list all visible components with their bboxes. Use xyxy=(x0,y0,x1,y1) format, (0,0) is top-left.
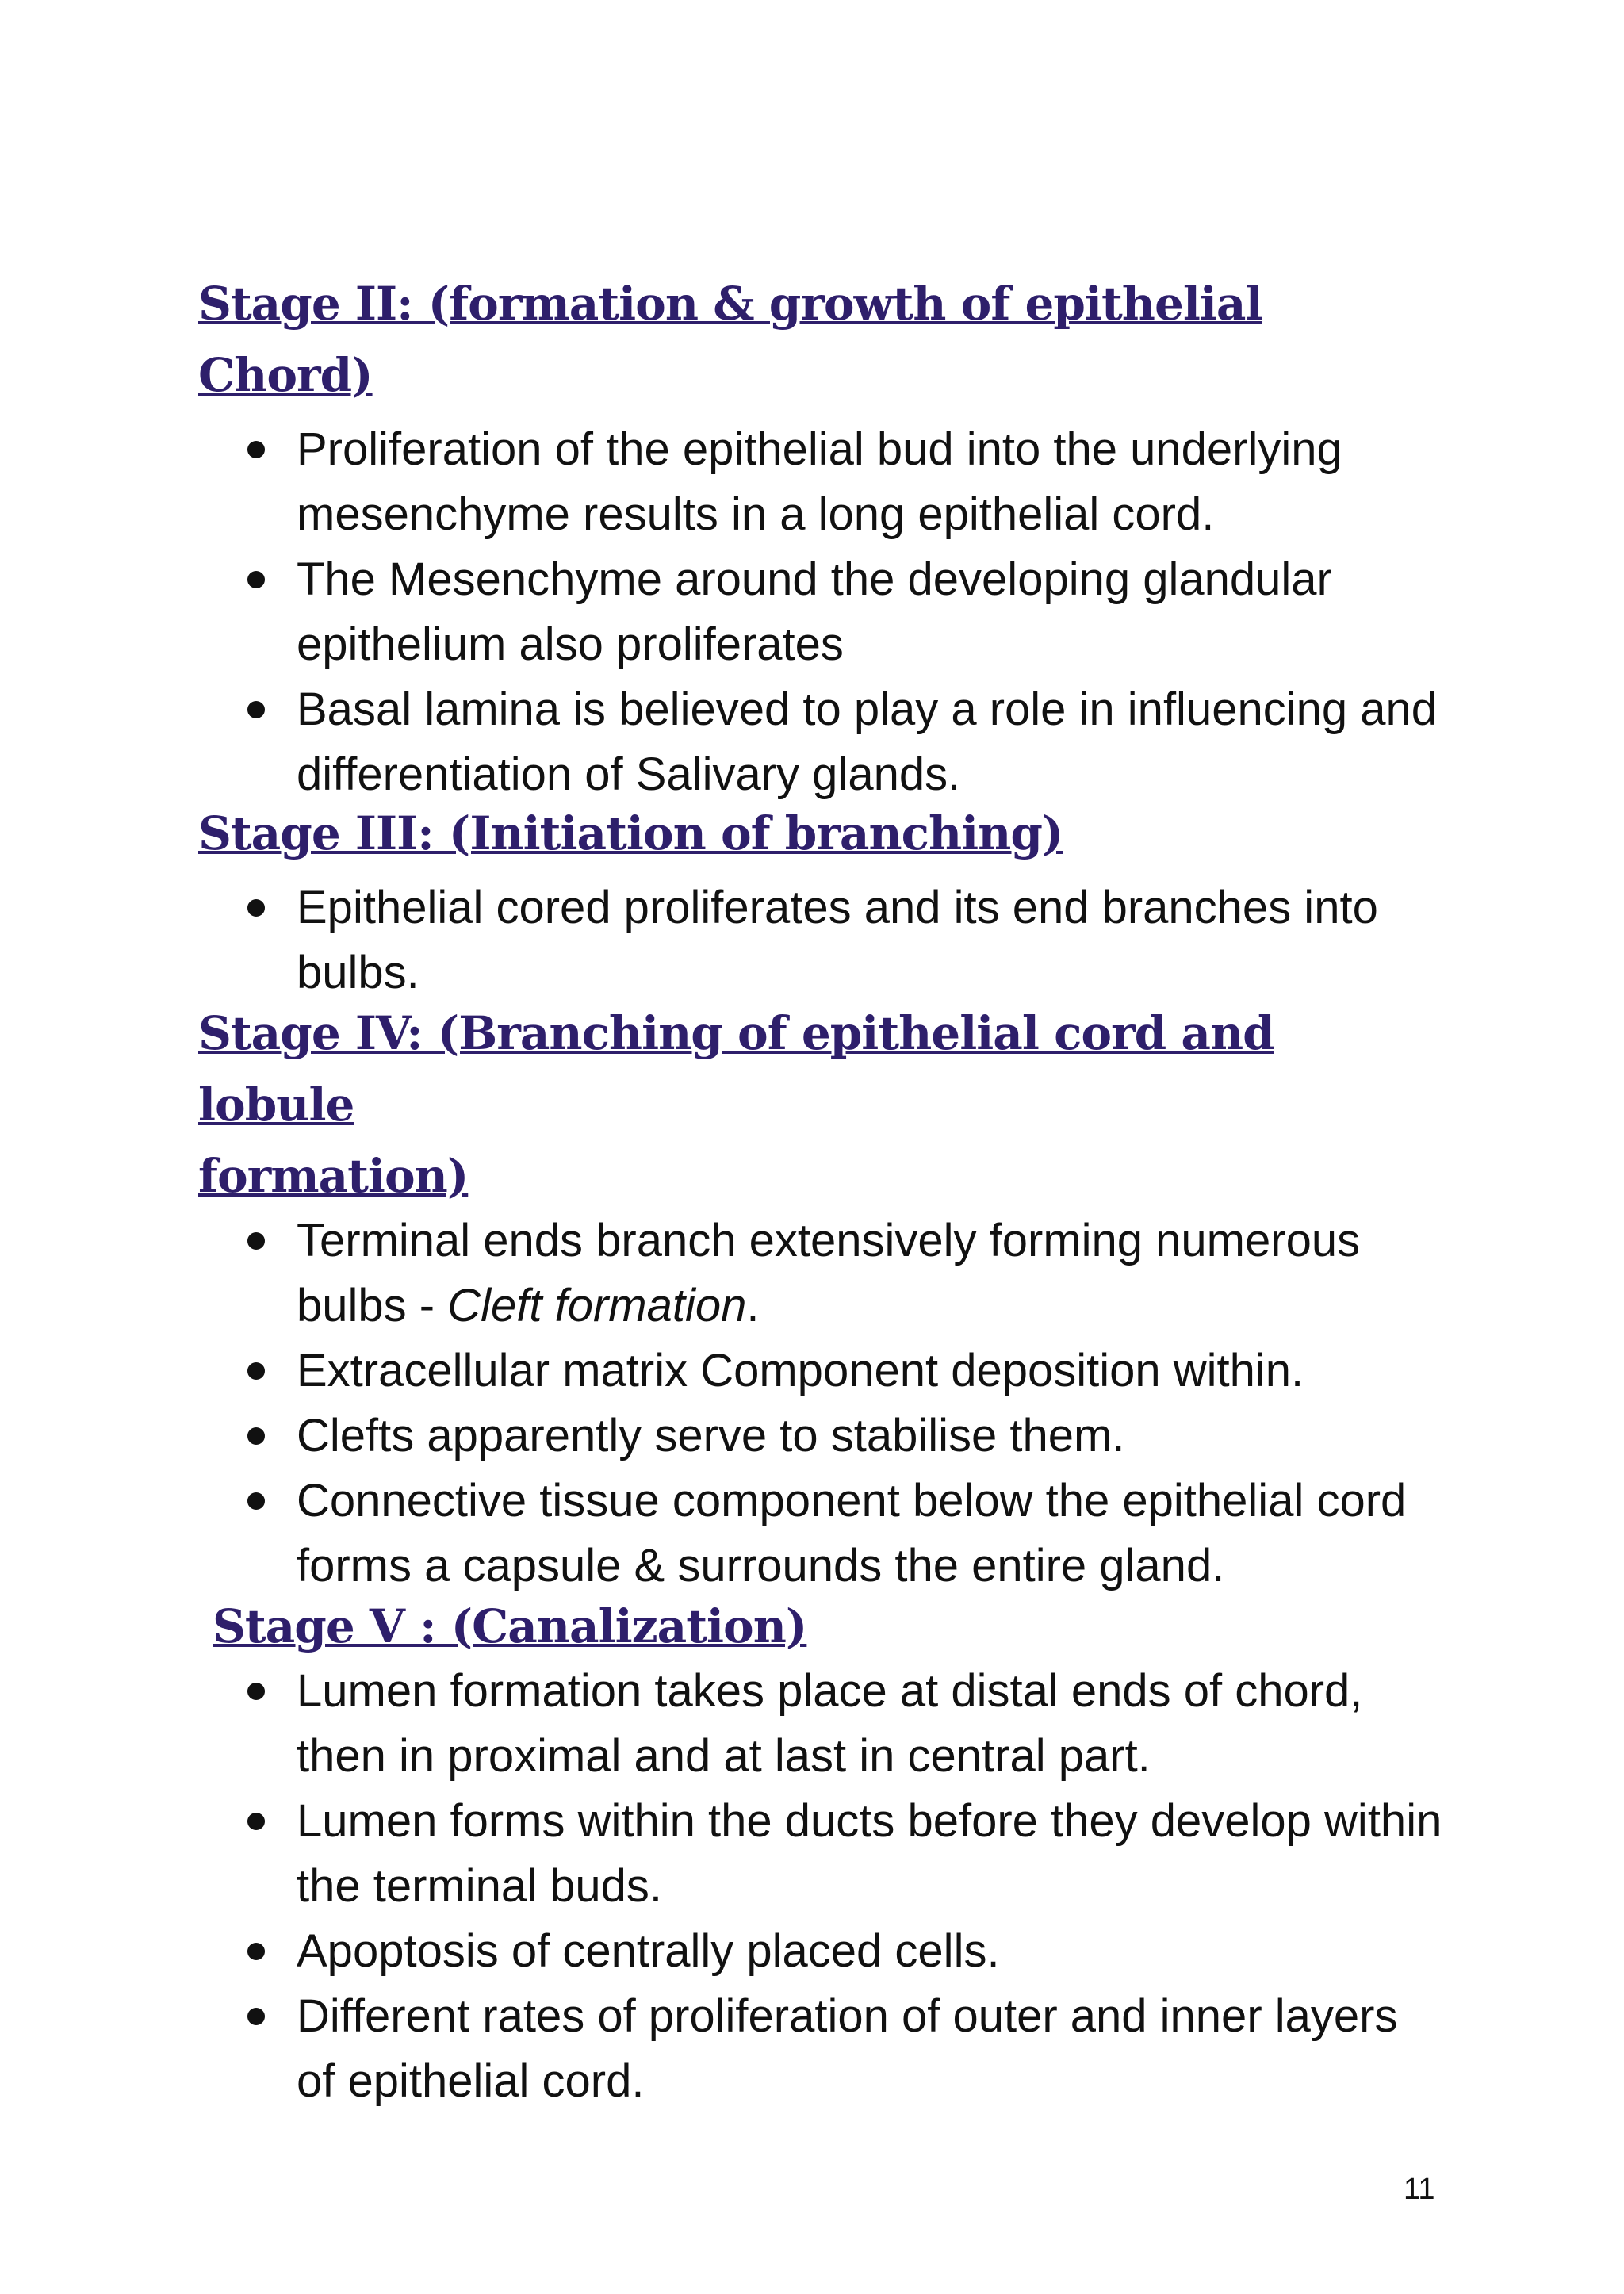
stage-4-list xyxy=(198,1208,1435,1599)
bullet-icon xyxy=(247,1943,265,1960)
bullet-icon xyxy=(247,1362,265,1380)
list-item-text: Epithelial cored proliferates and its end branches into bulbs. xyxy=(297,882,1378,998)
list-item-text-suffix: . xyxy=(746,1280,760,1331)
bullet-icon xyxy=(247,1813,265,1830)
list-item-text: Apoptosis of centrally placed cells. xyxy=(297,1925,1000,1977)
stage-4-heading-line2: formation) xyxy=(198,1149,469,1203)
stage-3-list xyxy=(198,875,1435,1005)
list-item-italic-text: Cleft formation xyxy=(447,1280,747,1331)
list-item xyxy=(198,547,1446,677)
list-item-text: Lumen forms within the ducts before they develop within the terminal buds. xyxy=(297,1795,1442,1912)
list-item xyxy=(198,1659,1446,1789)
list-item xyxy=(198,1338,1446,1404)
list-item-text: Clefts apparently serve to stabilise them. xyxy=(297,1410,1125,1461)
list-item-text: The Mesenchyme around the developing glandular epithelium also proliferates xyxy=(297,553,1332,670)
bullet-icon xyxy=(247,899,265,917)
stage-4-heading-line1: Stage IV: (Branching of epithelial cord and lobule xyxy=(198,1006,1274,1132)
list-item xyxy=(198,1984,1446,2114)
list-item xyxy=(198,1919,1446,1984)
page-number: 11 xyxy=(1404,2173,1435,2206)
list-item-text: Proliferation of the epithelial bud into the underlying mesenchyme results in a long epithelial cord. xyxy=(297,423,1342,540)
list-item xyxy=(198,1789,1446,1919)
bullet-icon xyxy=(247,1232,265,1250)
list-item-text: Different rates of proliferation of outer and inner layers of epithelial cord. xyxy=(297,1990,1398,2107)
list-item xyxy=(198,1469,1446,1599)
bullet-icon xyxy=(247,2008,265,2025)
bullet-icon xyxy=(247,571,265,588)
list-item-text: Terminal ends branch extensively forming numerous bulbs - xyxy=(297,1215,1361,1331)
stage-5-heading: Stage V : (Canalization) xyxy=(213,1599,807,1653)
stage-3-heading: Stage III: (Initiation of branching) xyxy=(198,806,1063,860)
list-item xyxy=(198,1208,1446,1338)
list-item-text: Connective tissue component below the epithelial cord forms a capsule & surrounds the entire gland. xyxy=(297,1475,1407,1591)
stage-4-heading xyxy=(198,998,1435,1212)
list-item xyxy=(198,875,1446,1005)
bullet-icon xyxy=(247,1683,265,1700)
page-content xyxy=(198,268,1442,2114)
bullet-icon xyxy=(247,441,265,458)
list-item-text: Basal lamina is believed to play a role in influencing and differentiation of Salivary glands. xyxy=(297,684,1437,800)
stage-5-list xyxy=(198,1659,1442,2114)
list-item-text: Lumen formation takes place at distal ends of chord, then in proximal and at last in central part. xyxy=(297,1665,1363,1782)
list-item xyxy=(198,1404,1446,1469)
list-item xyxy=(198,677,1446,807)
bullet-icon xyxy=(247,701,265,718)
bullet-icon xyxy=(247,1492,265,1510)
stage-2-list xyxy=(198,417,1435,807)
stage-2-heading: Stage II: (formation & growth of epithelial Chord) xyxy=(198,277,1262,402)
bullet-icon xyxy=(247,1427,265,1445)
list-item xyxy=(198,417,1446,547)
list-item-text: Extracellular matrix Component deposition within. xyxy=(297,1345,1304,1396)
